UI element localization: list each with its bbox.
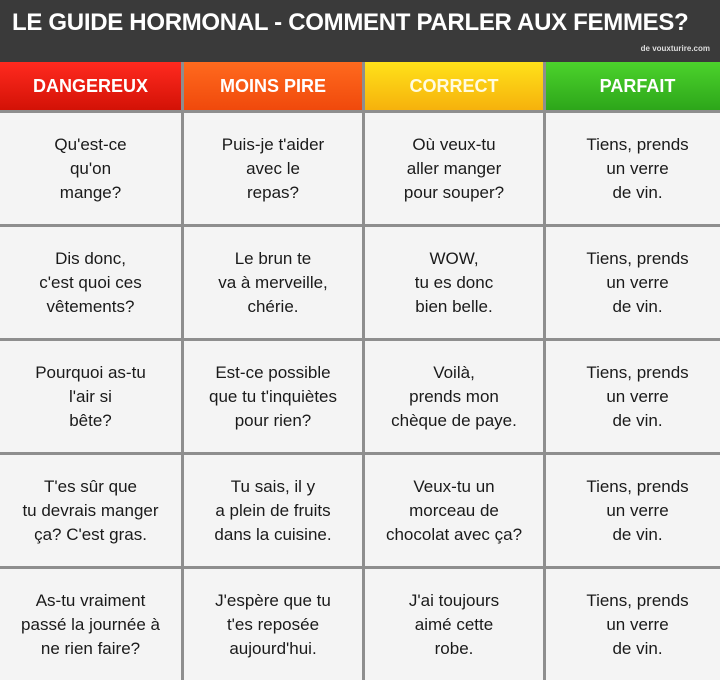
column-header-parfait: PARFAIT: [546, 62, 720, 110]
table-cell: WOW, tu es donc bien belle.: [365, 227, 543, 338]
table-cell: T'es sûr que tu devrais manger ça? C'est gras.: [0, 455, 181, 566]
table-cell: Tu sais, il y a plein de fruits dans la cuisine.: [184, 455, 362, 566]
table-cell: J'espère que tu t'es reposée aujourd'hui.: [184, 569, 362, 680]
table-cell: Tiens, prends un verre de vin.: [546, 227, 720, 338]
table-cell: Tiens, prends un verre de vin.: [546, 455, 720, 566]
table-cell: Puis-je t'aider avec le repas?: [184, 113, 362, 224]
table-cell: As-tu vraiment passé la journée à ne rien faire?: [0, 569, 181, 680]
table-cell: Est-ce possible que tu t'inquiètes pour rien?: [184, 341, 362, 452]
table-cell: Où veux-tu aller manger pour souper?: [365, 113, 543, 224]
table-cell: Pourquoi as-tu l'air si bête?: [0, 341, 181, 452]
title-bar: [0, 0, 720, 62]
column-header-dangereux: DANGEREUX: [0, 62, 181, 110]
table-cell: Dis donc, c'est quoi ces vêtements?: [0, 227, 181, 338]
table-cell: Tiens, prends un verre de vin.: [546, 341, 720, 452]
table-cell: Voilà, prends mon chèque de paye.: [365, 341, 543, 452]
table-cell: Tiens, prends un verre de vin.: [546, 569, 720, 680]
guide-table: [0, 62, 720, 680]
page-title: LE GUIDE HORMONAL - COMMENT PARLER AUX FEMMES?: [12, 9, 689, 36]
column-header-correct: CORRECT: [365, 62, 543, 110]
table-cell: Le brun te va à merveille, chérie.: [184, 227, 362, 338]
table-cell: Tiens, prends un verre de vin.: [546, 113, 720, 224]
table-cell: Qu'est-ce qu'on mange?: [0, 113, 181, 224]
table-cell: Veux-tu un morceau de chocolat avec ça?: [365, 455, 543, 566]
credit-watermark: de vouxturire.com: [640, 44, 710, 53]
column-header-moins-pire: MOINS PIRE: [184, 62, 362, 110]
table-cell: J'ai toujours aimé cette robe.: [365, 569, 543, 680]
